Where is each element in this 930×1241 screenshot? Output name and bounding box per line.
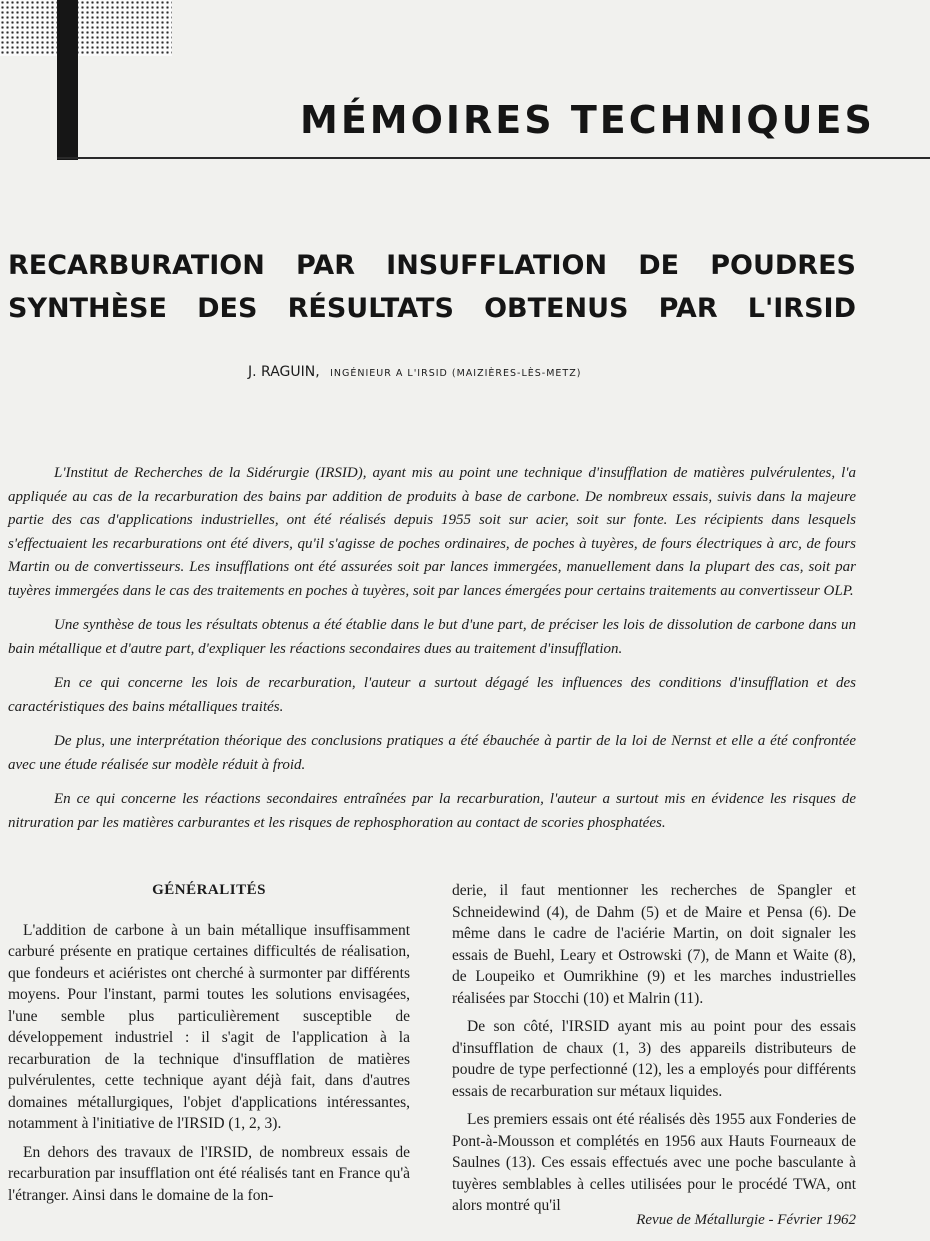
abstract-paragraph: L'Institut de Recherches de la Sidérurgie (IRSID), ayant mis au point une technique d'insufflation de matières pulvérulentes, l'a appliquée au cas de la recarburation des bains par addition de produits à base de carbone. De nombreux essais, suivis dans la majeure partie des cas d'applications industrielles, ont été réalisés depuis 1955 soit sur acier, soit sur fonte. Les récipients dans lesquels s'effectuaient les recarburations ont été divers, qu'il s'agisse de poches ordinaires, de poches à tuyères, de fours électriques à arc, de fours Martin ou de convertisseurs. Les insufflations ont été assurées soit par lances immergées, manuellement dans la plupart des cas, soit par tuyères immergées dans le cas des traitements en poches à tuyères, soit par lances émergées pour certains traitements au convertisseur OLP.: [8, 465, 856, 599]
article-title-line-1: RECARBURATION PAR INSUFFLATION DE POUDRES: [8, 250, 856, 281]
body-column-left: [8, 880, 410, 1213]
body-paragraph: derie, il faut mentionner les recherches de Spangler et Schneidewind (4), de Dahm (5) et de Maire et Pensa (6). De même dans le cadre de l'aciérie Martin, on doit signaler les essais de Buehl, Leary et Ostrowski (7), de Mann et Waite (8), de Loupeiko et Oumrikhine (9) et les marches industrielles réalisées par Stocchi (10) et Malrin (11).: [452, 882, 856, 1007]
body-paragraph: De son côté, l'IRSID ayant mis au point pour des essais d'insufflation de chaux (1, 3) des appareils distributeurs de poudre de type perfectionné (12), les a employés pour différents essais de recarburation sur métaux liquides.: [452, 1018, 856, 1100]
body-paragraph: En dehors des travaux de l'IRSID, de nombreux essais de recarburation par insufflation ont été réalisés tant en France qu'à l'étranger. Ainsi dans le domaine de la fon-: [8, 1143, 410, 1204]
body-column-right: [452, 880, 856, 1224]
abstract-paragraph: En ce qui concerne les lois de recarburation, l'auteur a surtout dégagé les influences des conditions d'insufflation et des caractéristiques des bains métalliques traités.: [8, 675, 856, 715]
article-title-line-2: SYNTHÈSE DES RÉSULTATS OBTENUS PAR L'IRSID: [8, 293, 856, 324]
abstract: [8, 462, 856, 846]
section-heading: GÉNÉRALITÉS: [152, 882, 266, 898]
body-paragraph: L'addition de carbone à un bain métallique insuffisamment carburé présente en pratique certaines difficultés de réalisation, que fondeurs et aciéristes ont cherché à surmonter par différents moyens. Pour l'instant, parmi toutes les solutions envisagées, l'une semble plus particulièrement susceptible de développement industriel : il s'agit de l'application à la recarburation de la technique d'insufflation de matières pulvérulentes, cette technique ayant déjà fait, dans d'autres domaines métallurgiques, l'objet d'applications intéressantes, notamment à l'initiative de l'IRSID (1, 2, 3).: [8, 921, 410, 1132]
journal-footer: Revue de Métallurgie - Février 1962: [636, 1212, 856, 1228]
header-rule: [57, 157, 930, 159]
author-line: [248, 364, 581, 380]
author-name: J. RAGUIN,: [248, 364, 320, 380]
abstract-paragraph: Une synthèse de tous les résultats obtenus a été établie dans le but d'une part, de préciser les lois de dissolution de carbone dans un bain métallique et d'autre part, d'expliquer les réactions secondaires dues au traitement d'insufflation.: [8, 617, 856, 657]
dot-pattern-ornament: [0, 0, 172, 56]
author-affiliation: INGÉNIEUR A L'IRSID (MAIZIÈRES-LÈS-METZ): [330, 368, 582, 379]
body-paragraph: Les premiers essais ont été réalisés dès 1955 aux Fonderies de Pont-à-Mousson et complétés en 1956 aux Hauts Fourneaux de Saulnes (13). Ces essais effectués avec une poche basculante à tuyères semblables à celles utilisées pour le procédé TWA, ont alors montré qu'il: [452, 1111, 856, 1214]
abstract-paragraph: En ce qui concerne les réactions secondaires entraînées par la recarburation, l'auteur a surtout mis en évidence les risques de nitruration par les matières carburantes et les risques de rephosphoration au contact de scories phosphatées.: [8, 791, 856, 831]
abstract-paragraph: De plus, une interprétation théorique des conclusions pratiques a été ébauchée à partir de la loi de Nernst et elle a été confrontée avec une étude réalisée sur modèle réduit à froid.: [8, 733, 856, 773]
section-title: MÉMOIRES TECHNIQUES: [300, 98, 875, 142]
header-vertical-bar: [57, 0, 78, 160]
